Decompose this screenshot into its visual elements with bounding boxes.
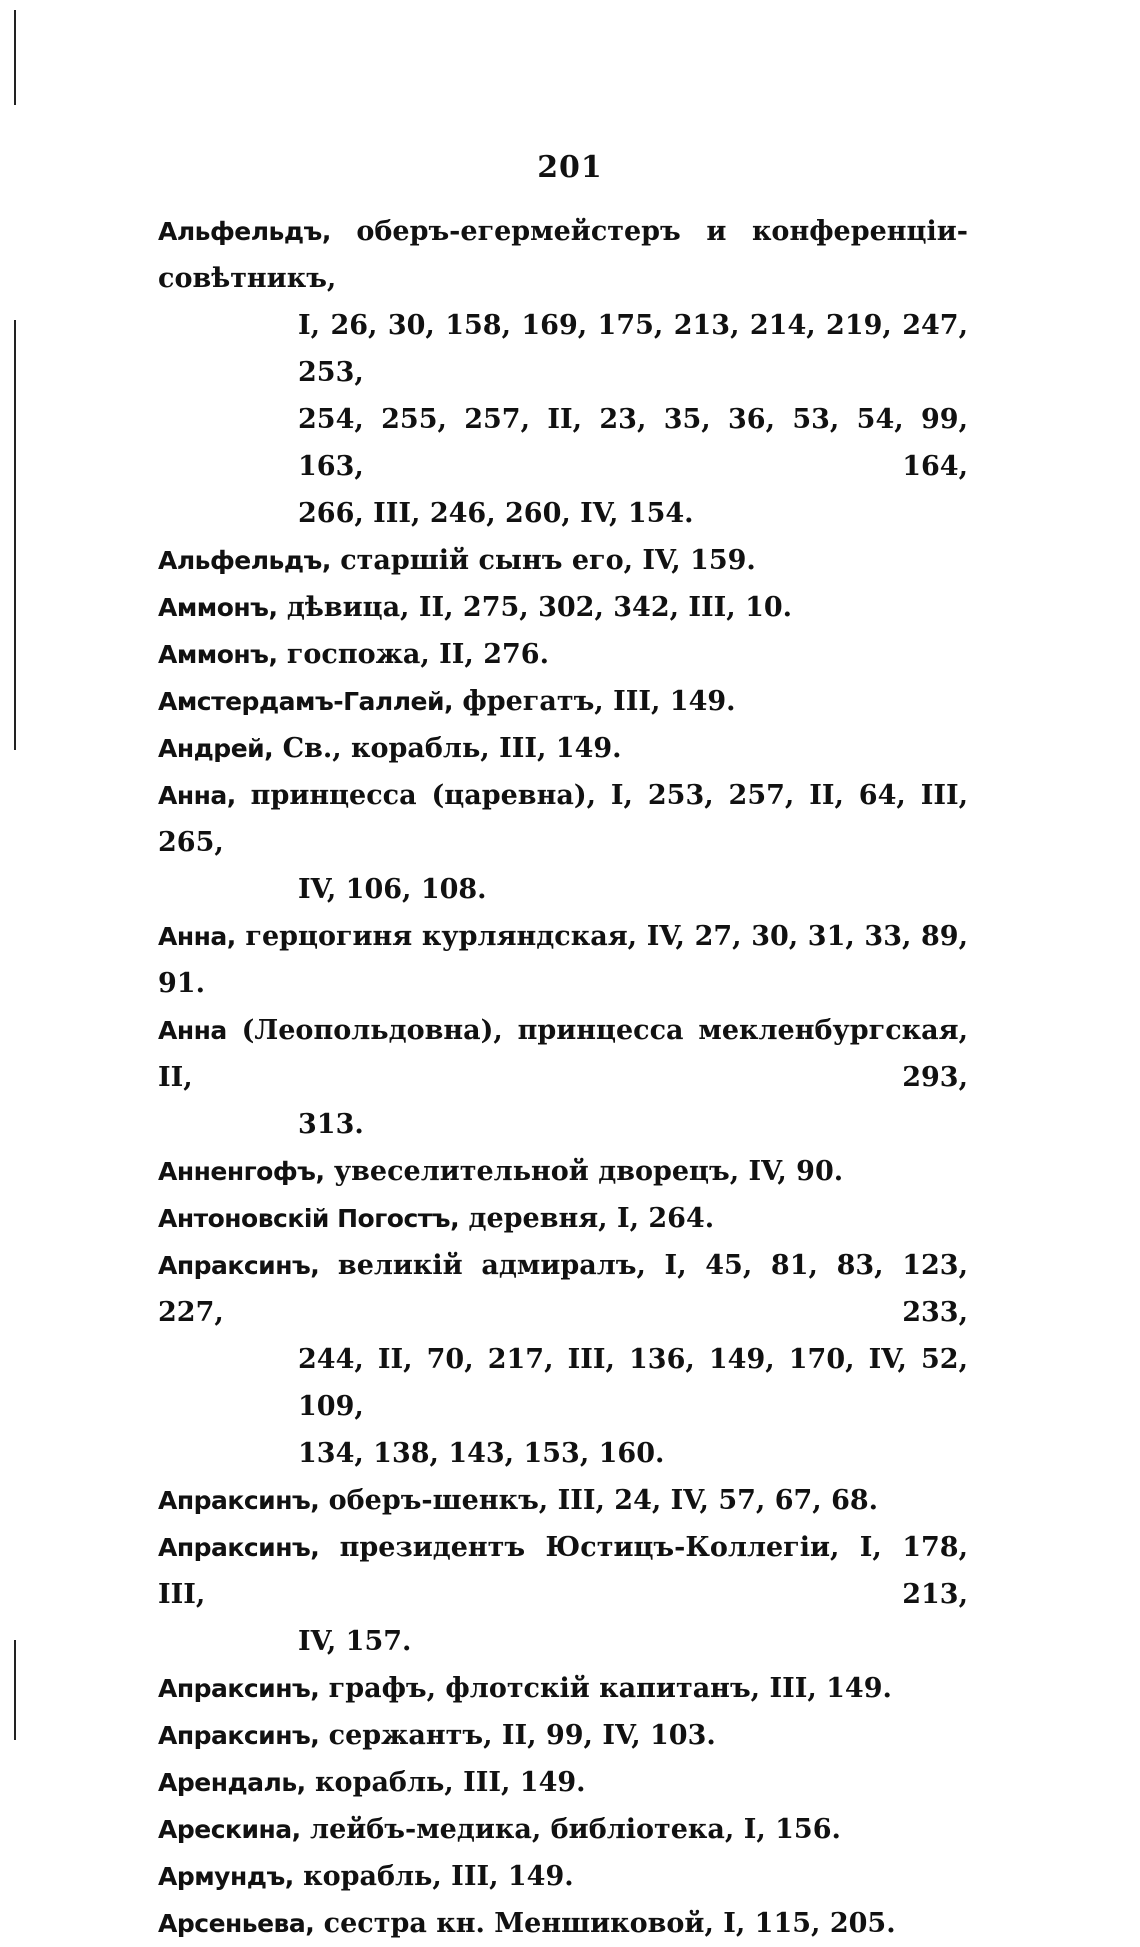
entry-first-line (158, 1853, 968, 1900)
entry-first-line (158, 678, 968, 725)
entry-headword: Апраксинъ, (158, 1251, 320, 1280)
entry-headword: Альфельдъ, (158, 217, 331, 246)
page-edge-line (14, 320, 16, 750)
page-number: 201 (537, 150, 603, 185)
entry-text: IV, 157. (298, 1626, 412, 1657)
entry-headword: Армундъ, (158, 1862, 294, 1891)
entry-text: 266, III, 246, 260, IV, 154. (298, 498, 694, 529)
entry-first-line (158, 1242, 968, 1336)
entry-first-line (158, 1900, 968, 1947)
entry-text: президентъ Юстицъ-Коллегіи, I, 178, III, 213, (158, 1532, 968, 1610)
entry-headword: Аммонъ, (158, 593, 278, 622)
index-entry (158, 1853, 968, 1900)
entry-first-line (158, 1524, 968, 1618)
entry-text: сестра кн. Меншиковой, I, 115, 205. (314, 1908, 896, 1939)
entry-continuation-line (158, 490, 968, 537)
entry-continuation-line (158, 396, 968, 490)
entry-headword: Арсеньева, (158, 1909, 315, 1938)
entry-headword: Аммонъ, (158, 640, 278, 669)
page-edge-line (14, 1640, 16, 1740)
entry-text: сержантъ, II, 99, IV, 103. (319, 1720, 716, 1751)
entry-headword: Альфельдъ, (158, 546, 331, 575)
entry-headword: Антоновскій Погостъ, (158, 1204, 460, 1233)
page-edge-line (14, 10, 16, 105)
entry-headword: Анненгофъ, (158, 1157, 325, 1186)
entry-headword: Андрей, (158, 734, 274, 763)
entry-continuation-line (158, 302, 968, 396)
entry-first-line (158, 913, 968, 1007)
entry-text: деревня, I, 264. (459, 1203, 715, 1234)
entry-headword: Анна, (158, 922, 236, 951)
entry-continuation-line (158, 1430, 968, 1477)
index-entry (158, 537, 968, 584)
entry-continuation-line (158, 1618, 968, 1665)
index-entry (158, 1524, 968, 1665)
entry-first-line (158, 1007, 968, 1101)
entry-text: оберъ-егермейстеръ и конференціи-совѣтникъ, (158, 216, 968, 294)
entry-text: (Леопольдовна), принцесса мекленбургская, II, 293, (158, 1015, 968, 1093)
entry-first-line (158, 537, 968, 584)
entry-text: корабль, III, 149. (293, 1861, 574, 1892)
index-entry (158, 913, 968, 1007)
entry-text: Св., корабль, III, 149. (273, 733, 622, 764)
entry-first-line (158, 1665, 968, 1712)
entry-first-line (158, 1806, 968, 1853)
index-entry (158, 1148, 968, 1195)
index-entry (158, 1242, 968, 1477)
entry-first-line (158, 584, 968, 631)
entry-first-line (158, 208, 968, 302)
entry-first-line (158, 1759, 968, 1806)
entry-first-line (158, 1712, 968, 1759)
entry-headword: Арендаль, (158, 1768, 306, 1797)
entry-headword: Амстердамъ-Галлей, (158, 687, 453, 716)
entry-text: фрегатъ, III, 149. (453, 686, 736, 717)
entry-first-line (158, 1477, 968, 1524)
entry-headword: Апраксинъ, (158, 1486, 320, 1515)
entry-headword: Апраксинъ, (158, 1533, 320, 1562)
entry-text: графъ, флотскій капитанъ, III, 149. (319, 1673, 892, 1704)
entry-continuation-line (158, 866, 968, 913)
index-entry (158, 1900, 968, 1947)
entry-first-line (158, 631, 968, 678)
entry-text: увеселительной дворецъ, IV, 90. (324, 1156, 844, 1187)
index-entry (158, 725, 968, 772)
entry-text: 254, 255, 257, II, 23, 35, 36, 53, 54, 99, 163, 164, (298, 404, 968, 482)
entry-text: принцесса (царевна), I, 253, 257, II, 64, III, 265, (158, 780, 968, 858)
entry-text: IV, 106, 108. (298, 874, 487, 905)
index-entry (158, 678, 968, 725)
entry-headword: Анна (158, 1016, 227, 1045)
index-entry (158, 1806, 968, 1853)
index-entry (158, 1712, 968, 1759)
index-entry (158, 772, 968, 913)
entry-text: 313. (298, 1109, 364, 1140)
entry-first-line (158, 772, 968, 866)
entry-headword: Апраксинъ, (158, 1674, 320, 1703)
entry-headword: Анна, (158, 781, 236, 810)
entry-text: дѣвица, II, 275, 302, 342, III, 10. (277, 592, 793, 623)
entry-text: госпожа, II, 276. (277, 639, 549, 670)
entry-headword: Арескина, (158, 1815, 301, 1844)
entry-first-line (158, 1195, 968, 1242)
entry-continuation-line (158, 1101, 968, 1148)
index-entries (158, 208, 968, 1947)
entry-text: старшій сынъ его, IV, 159. (330, 545, 756, 576)
index-entry (158, 1665, 968, 1712)
index-entry (158, 1759, 968, 1806)
entry-text: великій адмиралъ, I, 45, 81, 83, 123, 227, 233, (158, 1250, 968, 1328)
entry-text: 244, II, 70, 217, III, 136, 149, 170, IV, 52, 109, (298, 1344, 968, 1422)
index-entry (158, 631, 968, 678)
entry-first-line (158, 725, 968, 772)
index-entry (158, 1195, 968, 1242)
entry-text: герцогиня курляндская, IV, 27, 30, 31, 33, 89, 91. (158, 921, 968, 999)
index-entry (158, 1477, 968, 1524)
entry-first-line (158, 1148, 968, 1195)
entry-text: 134, 138, 143, 153, 160. (298, 1438, 665, 1469)
entry-text: I, 26, 30, 158, 169, 175, 213, 214, 219, 247, 253, (298, 310, 968, 388)
index-entry (158, 208, 968, 537)
index-entry (158, 1007, 968, 1148)
entry-text: лейбъ-медика, библіотека, I, 156. (300, 1814, 841, 1845)
entry-continuation-line (158, 1336, 968, 1430)
entry-text: оберъ-шенкъ, III, 24, IV, 57, 67, 68. (319, 1485, 879, 1516)
entry-text: корабль, III, 149. (305, 1767, 586, 1798)
entry-headword: Апраксинъ, (158, 1721, 320, 1750)
index-entry (158, 584, 968, 631)
